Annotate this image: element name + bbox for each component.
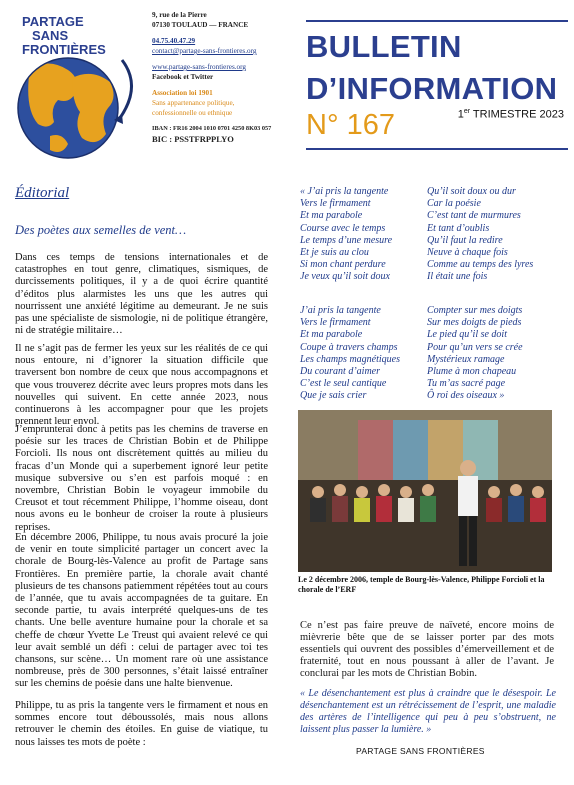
globe-logo-icon — [10, 8, 145, 168]
iban-text: IBAN : FR16 2004 1010 0701 4250 8K03 057 — [152, 125, 272, 132]
social-text: Facebook et Twitter — [152, 73, 214, 81]
bulletin-header — [306, 20, 568, 142]
editorial-paragraph-4: En décembre 2006, Philippe, tu nous avais procuré la joie de venir en toute simplicité partager un concert avec la chorale de Bourg-lès-Valence au profit de Partage sans Frontières. En première partie, la chorale avait chanté plusieurs de tes chansons patiemment répétées tout au cours de l’année, que tu avais accompagnées de ta guitare. En seconde partie, tu avais interprété quelques-uns de tes chants. Une belle aventure humaine pour la chorale et sa cheffe de chœur Yvette Le Treust qui avaient relevé ce qui leur avait semblé un défi : celui de partager avec toi tes chansons, sur scène… Un moment rare où une assistance nombreuse, près de 300 personnes, s’était laissé entraîner sur les chemins de poésie dans une halte bienvenue. — [15, 532, 268, 690]
bulletin-title-1: BULLETIN — [306, 29, 462, 64]
quarter-label: 1er TRIMESTRE 2023 — [457, 108, 564, 121]
closing-paragraph: Ce n’est pas faire preuve de naïveté, encore moins de mièvrerie bête que de se laisser porter par des mots essentiels qui ouvrent des possibles d’émerveillement et de fraternité, tout en nous poussant à aller de l’avant. Je conclurai par les mots de Christian Bobin. — [300, 620, 554, 679]
logo-text-3: FRONTIÈRES — [22, 42, 106, 57]
poem-stanza-2-right: Compter sur mes doigts Sur mes doigts de pieds Le pied qu’il se doit Pour qu’un vers se crée Mystérieux ramage Plume à mon chapeau Tu m’as sacré page Ô roi des oiseaux » — [427, 305, 523, 402]
association-line-2: Sans appartenance politique, — [152, 99, 235, 107]
bic-text: BIC : PSSTFRPPLYO — [152, 134, 234, 144]
header-divider — [306, 148, 568, 150]
association-line-1: Association loi 1901 — [152, 89, 213, 97]
phone-link[interactable]: 04.75.40.47.29 — [152, 37, 196, 45]
editorial-paragraph-1: Dans ces temps de tensions internationales et de catastrophes en tout genre, climatiques, sismiques, de durcissements politiques, il y a de quoi écrire quantité d’éditos plus alarmistes les uns que les autres qui nourrissent une anxiété légitime au demeurant. Je ne suis pas une spécialiste de sismologie, ni de politique étrangère, ni de stratégie militaire… — [15, 252, 268, 337]
editorial-paragraph-5: Philippe, tu as pris la tangente vers le firmament et nous en sommes encore tout déboussolés, mais nous allons retrouver le chemin des étoiles. En guise de viatique, tu nous laisses tes mots de poète : — [15, 700, 268, 748]
email-link[interactable]: contact@partage-sans-frontieres.org — [152, 47, 257, 55]
website-link[interactable]: www.partage-sans-frontieres.org — [152, 63, 247, 71]
editorial-heading: Éditorial — [15, 185, 70, 201]
signature: PARTAGE SANS FRONTIÈRES — [356, 746, 485, 756]
poem-stanza-1-right: Qu’il soit doux ou dur Car la poésie C’est tant de murmures Et tant d’oublis Qu’il faut la redire Neuve à chaque fois Comme au temps des lyres Il était une fois — [427, 186, 534, 283]
editorial-paragraph-2: Il ne s’agit pas de fermer les yeux sur les réalités de ce qui nous entoure, ni d’ignorer la situation difficile que traversent bon nombre de ceux que nous accompagnons et que vous trouverez décrite avec leurs propres mots dans les nouvelles qui suivent. En cette année 2023, nous continuerons à les accompagner pour que les projets prennent leur envol. — [15, 343, 268, 428]
poem-stanza-1-left: « J’ai pris la tangente Vers le firmament Et ma parabole Course avec le temps Le temps d’une mesure Et je suis au clou Si mon chant perdure Je veux qu’il soit doux — [300, 186, 393, 283]
bobin-quote: « Le désenchantement est plus à craindre que le désespoir. Le désenchantement est un rétrécissement de l’esprit, une maladie des artères de l’intelligence qui peu à peu s’obstruent, ne laissent plus passer la lumière. » — [300, 688, 556, 735]
poem-stanza-2-left: J’ai pris la tangente Vers le firmament Et ma parabole Coupe à travers champs Les champs magnétiques Du courant d’aimer C’est le seul cantique Que je sais crier — [300, 305, 400, 402]
editorial-subtitle: Des poètes aux semelles de vent… — [15, 223, 187, 237]
logo-text-2: SANS — [32, 28, 69, 43]
address-line-2: 07130 TOULAUD — FRANCE — [152, 21, 249, 29]
editorial-paragraph-3: J’emprunterai donc à petits pas les chemins de traverse en poésie sur les traces de Christian Bobin et de Philippe Forcioli. Ils nous ont discrètement quittés au milieu du fracas d’un Monde qui a superbement ignoré leur petite musique subversive ou s’en est parfois moqué : en novembre, Christian Bobin le voyageur immobile du Creusot et tout récemment Philippe, l’homme oiseau, dont nous avons eu le bonheur de croiser la route à plusieurs reprises. — [15, 424, 268, 533]
issue-number: N° 167 — [306, 109, 395, 141]
choir-photo-image — [298, 410, 552, 572]
contact-block — [152, 10, 292, 144]
photo-caption: Le 2 décembre 2006, temple de Bourg-lès-Valence, Philippe Forcioli et la chorale de l’ERF — [298, 575, 545, 594]
association-line-3: confessionnelle ou ethnique — [152, 109, 233, 117]
logo-text-1: PARTAGE — [22, 14, 84, 29]
choir-photo — [298, 410, 552, 572]
bulletin-title-2: D’INFORMATION — [306, 71, 558, 106]
logo — [10, 8, 145, 168]
address-line-1: 9, rue de la Pierre — [152, 11, 207, 19]
